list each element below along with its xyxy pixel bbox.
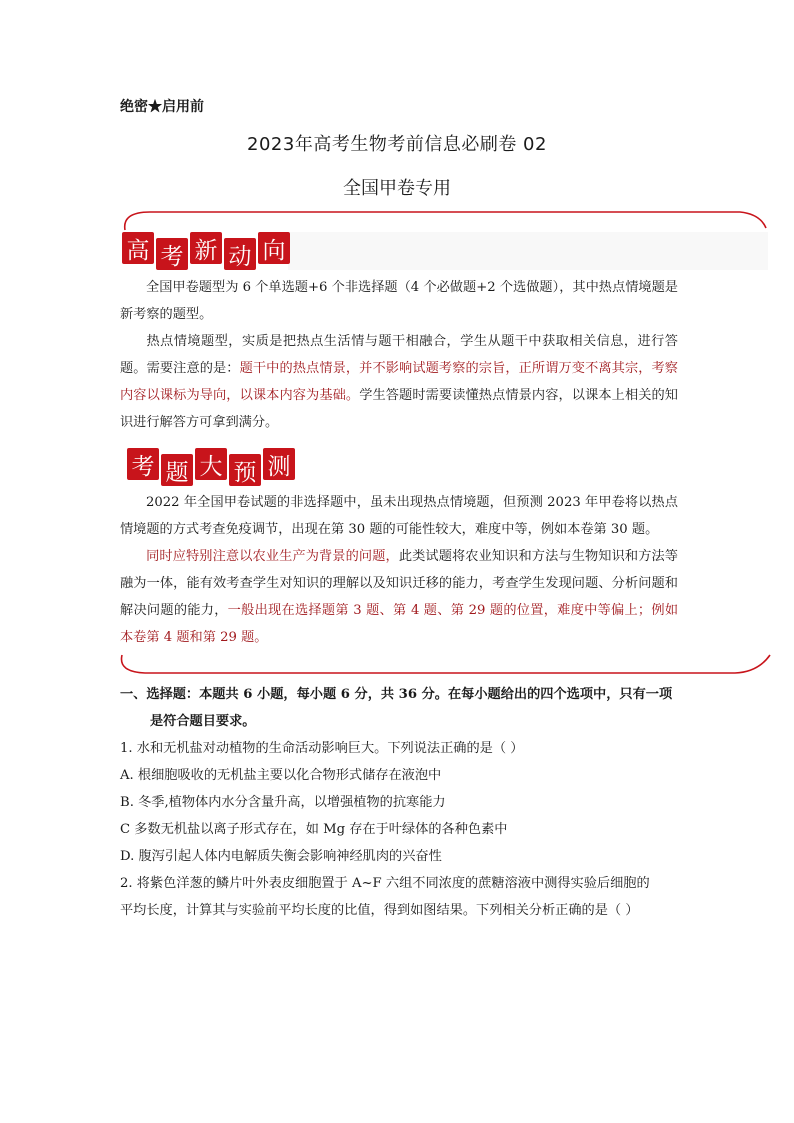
heading-line: 是符合题目要求。	[150, 714, 256, 729]
choice-section-heading	[120, 681, 680, 735]
badge-char: 大	[195, 448, 227, 480]
question-1-option-a: A. 根细胞吸收的无机盐主要以化合物形式储存在液泡中	[120, 768, 442, 783]
badge-char: 向	[258, 232, 290, 264]
badge-char: 预	[229, 454, 261, 486]
forecast-text: 此类试题将农业知识和方法与生物知识和方法等融为一体，能有效考查学生对知识的理解以及知识迁移的能力，考查学生发现问题、分析问题和解决问题的能力，	[120, 549, 678, 618]
trends-text: 学生答题时需要读懂热点情景内容，以课本上相关的知识进行解答方可拿到满分。	[120, 388, 678, 430]
forecast-highlight: 同时应特别注意以农业生产为背景的问题，	[146, 549, 399, 564]
forecast-highlight: 一般出现在选择题第 3 题、第 4 题、第 29 题的位置，难度中等偏上；例如本卷第 4 题和第 29 题。	[120, 603, 679, 645]
badge-char: 测	[263, 448, 295, 480]
badge-char: 新	[190, 232, 222, 264]
question-1-option-d: D. 腹泻引起人体内电解质失衡会影响神经肌肉的兴奋性	[120, 849, 442, 864]
badge-char: 考	[156, 238, 188, 270]
trends-badge	[122, 232, 292, 270]
forecast-badge	[127, 448, 297, 486]
confidential-label: 绝密★启用前	[120, 99, 204, 115]
trends-text: 全国甲卷题型为 6 个单选题+6 个非选择题（4 个必做题+2 个选做题），其中热点情境题是新考察的题型。	[120, 280, 678, 322]
question-2-stem-line-1: 2. 将紫色洋葱的鳞片叶外表皮细胞置于 A~F 六组不同浓度的蔗糖溶液中测得实验后细胞的	[120, 876, 650, 891]
forecast-paragraph-2	[120, 543, 678, 651]
heading-line: 一、选择题：本题共 6 小题，每小题 6 分，共 36 分。在每小题给出的四个选项中，只有一项	[120, 687, 673, 702]
trends-paragraph-2	[120, 328, 678, 436]
forecast-paragraph-1	[120, 489, 678, 543]
badge-char: 动	[224, 238, 256, 270]
trends-paragraph-1	[120, 274, 678, 328]
paper-subtitle: 全国甲卷专用	[343, 178, 451, 199]
paper-title: 2023年高考生物考前信息必刷卷 02	[247, 134, 547, 155]
badge-char: 题	[161, 454, 193, 486]
trends-highlight: 题干中的热点情景，并不影响试题考察的宗旨，正所谓万变不离其宗，考察内容以课标为导向，以课本内容为基础。	[120, 361, 678, 403]
badge-char: 高	[122, 232, 154, 264]
question-1-stem: 1. 水和无机盐对动植物的生命活动影响巨大。下列说法正确的是（ ）	[120, 741, 524, 756]
question-list	[120, 735, 680, 924]
badge-char: 考	[127, 448, 159, 480]
trends-text: 热点情境题型，实质是把热点生活情与题干相融合，学生从题干中获取相关信息，进行答题。需要注意的是：	[120, 334, 678, 376]
question-2-stem-line-2: 平均长度，计算其与实验前平均长度的比值，得到如图结果。下列相关分析正确的是（ ）	[120, 903, 639, 918]
forecast-text: 2022 年全国甲卷试题的非选择题中，虽未出现热点情境题，但预测 2023 年甲卷将以热点情境题的方式考查免疫调节，出现在第 30 题的可能性较大，难度中等，例如本卷第 30 题。	[120, 495, 678, 537]
question-1-option-b: B. 冬季,植物体内水分含量升高，以增强植物的抗寒能力	[120, 795, 446, 810]
question-1-option-c: C 多数无机盐以离子形式存在，如 Mg 存在于叶绿体的各种色素中	[120, 822, 508, 837]
